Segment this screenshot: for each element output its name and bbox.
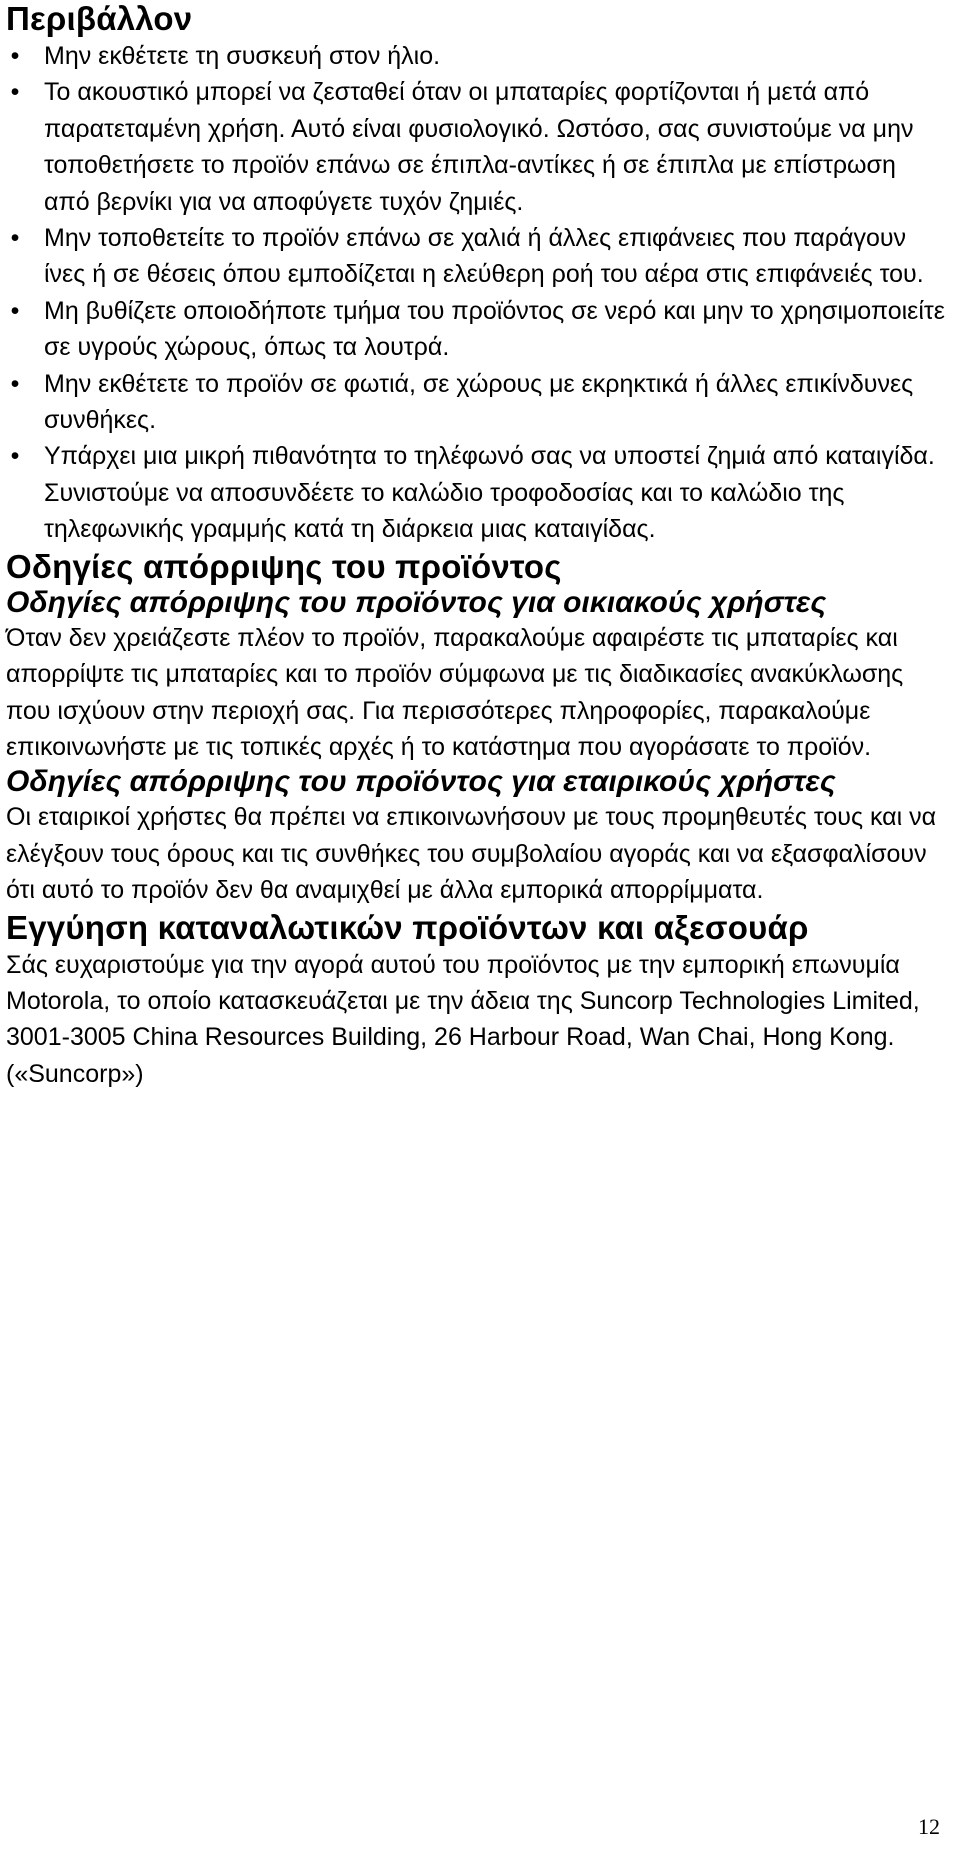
disposal-business-text: Οι εταιρικοί χρήστες θα πρέπει να επικοινωνήσουν με τους προμηθευτές τους και να ελέγξουν τους όρους και τις συνθήκες του συμβολαίου αγοράς και να εξασφαλίσουν ότι αυτό το προϊόν δεν θα αναμιχθεί με άλλα εμπορικά απορρίμματα. — [6, 803, 937, 905]
bullet-item — [6, 220, 946, 293]
bullet-item — [6, 38, 946, 74]
document-page — [6, 0, 946, 1092]
bullet-item — [6, 366, 946, 439]
environment-heading: Περιβάλλον — [6, 0, 193, 37]
disposal-business-heading: Οδηγίες απόρριψης του προϊόντος για εταιρικούς χρήστες — [6, 765, 836, 799]
page-number: 12 — [918, 1814, 940, 1839]
bullet-icon: • — [10, 442, 20, 471]
bullet-text: Μην τοποθετείτε το προϊόν επάνω σε χαλιά ή άλλες επιφάνειες που παράγουν ίνες ή σε θέσεις όπου εμποδίζεται η ελεύθερη ροή του αέρα στις επιφάνειές του. — [44, 224, 924, 289]
bullet-icon: • — [10, 42, 20, 70]
disposal-heading: Οδηγίες απόρριψης του προϊόντος — [6, 547, 562, 585]
bullet-text: Μην εκθέτετε τη συσκευή στον ήλιο. — [44, 42, 441, 70]
bullet-text: Υπάρχει μια μικρή πιθανότητα το τηλέφωνό σας να υποστεί ζημιά από καταιγίδα. Συνιστούμε να αποσυνδέετε το καλώδιο τροφοδοσίας και το καλώδιο της τηλεφωνικής γραμμής κατά τη διάρκεια μιας καταιγίδας. — [44, 442, 935, 544]
bullet-text: Μη βυθίζετε οποιοδήποτε τμήμα του προϊόντος σε νερό και μην το χρησιμοποιείτε σε υγρούς χώρους, όπως τα λουτρά. — [44, 296, 945, 362]
bullet-icon: • — [10, 224, 20, 253]
bullet-item — [6, 74, 946, 220]
bullet-icon: • — [10, 296, 20, 325]
bullet-icon: • — [10, 369, 20, 398]
disposal-home-heading: Οδηγίες απόρριψης του προϊόντος για οικιακούς χρήστες — [6, 585, 827, 619]
bullet-icon: • — [10, 78, 20, 107]
bullet-item — [6, 293, 946, 366]
bullet-text: Μην εκθέτετε το προϊόν σε φωτιά, σε χώρους με εκρηκτικά ή άλλες επικίνδυνες συνθήκες. — [44, 369, 914, 435]
warranty-section — [6, 909, 946, 1093]
bullet-text: Το ακουστικό μπορεί να ζεσταθεί όταν οι μπαταρίες φορτίζονται ή μετά από παρατεταμένη χρήση. Αυτό είναι φυσιολογικό. Ωστόσο, σας συνιστούμε να μην τοποθετήσετε το προϊόν επάνω σε έπιπλα-αντίκες ή σε έπιπλα με επίστρωση από βερνίκι για να αποφύγετε τυχόν ζημιές. — [44, 78, 914, 216]
disposal-section — [6, 548, 946, 909]
warranty-heading: Εγγύηση καταναλωτικών προϊόντων και αξεσουάρ — [6, 908, 809, 946]
disposal-home-text: Όταν δεν χρειάζεστε πλέον το προϊόν, παρακαλούμε αφαιρέστε τις μπαταρίες και απορρίψτε τις μπαταρίες και το προϊόν σύμφωνα με τις διαδικασίες ανακύκλωσης που ισχύουν στην περιοχή σας. Για περισσότερες πληροφορίες, παρακαλούμε επικοινωνήστε με τις τοπικές αρχές ή το κατάστημα που αγοράσατε το προϊόν. — [6, 623, 904, 761]
bullet-item — [6, 438, 946, 547]
warranty-text: Σάς ευχαριστούμε για την αγορά αυτού του προϊόντος με την εμπορική επωνυμία Motorola, το οποίο κατασκευάζεται με την άδεια της Suncorp Technologies Limited, 3001-3005 China Resources Building, 26 Harbour Road, Wan Chai, Hong Kong. («Suncorp») — [6, 950, 920, 1088]
environment-section — [6, 0, 946, 548]
environment-bullet-list — [6, 38, 946, 548]
